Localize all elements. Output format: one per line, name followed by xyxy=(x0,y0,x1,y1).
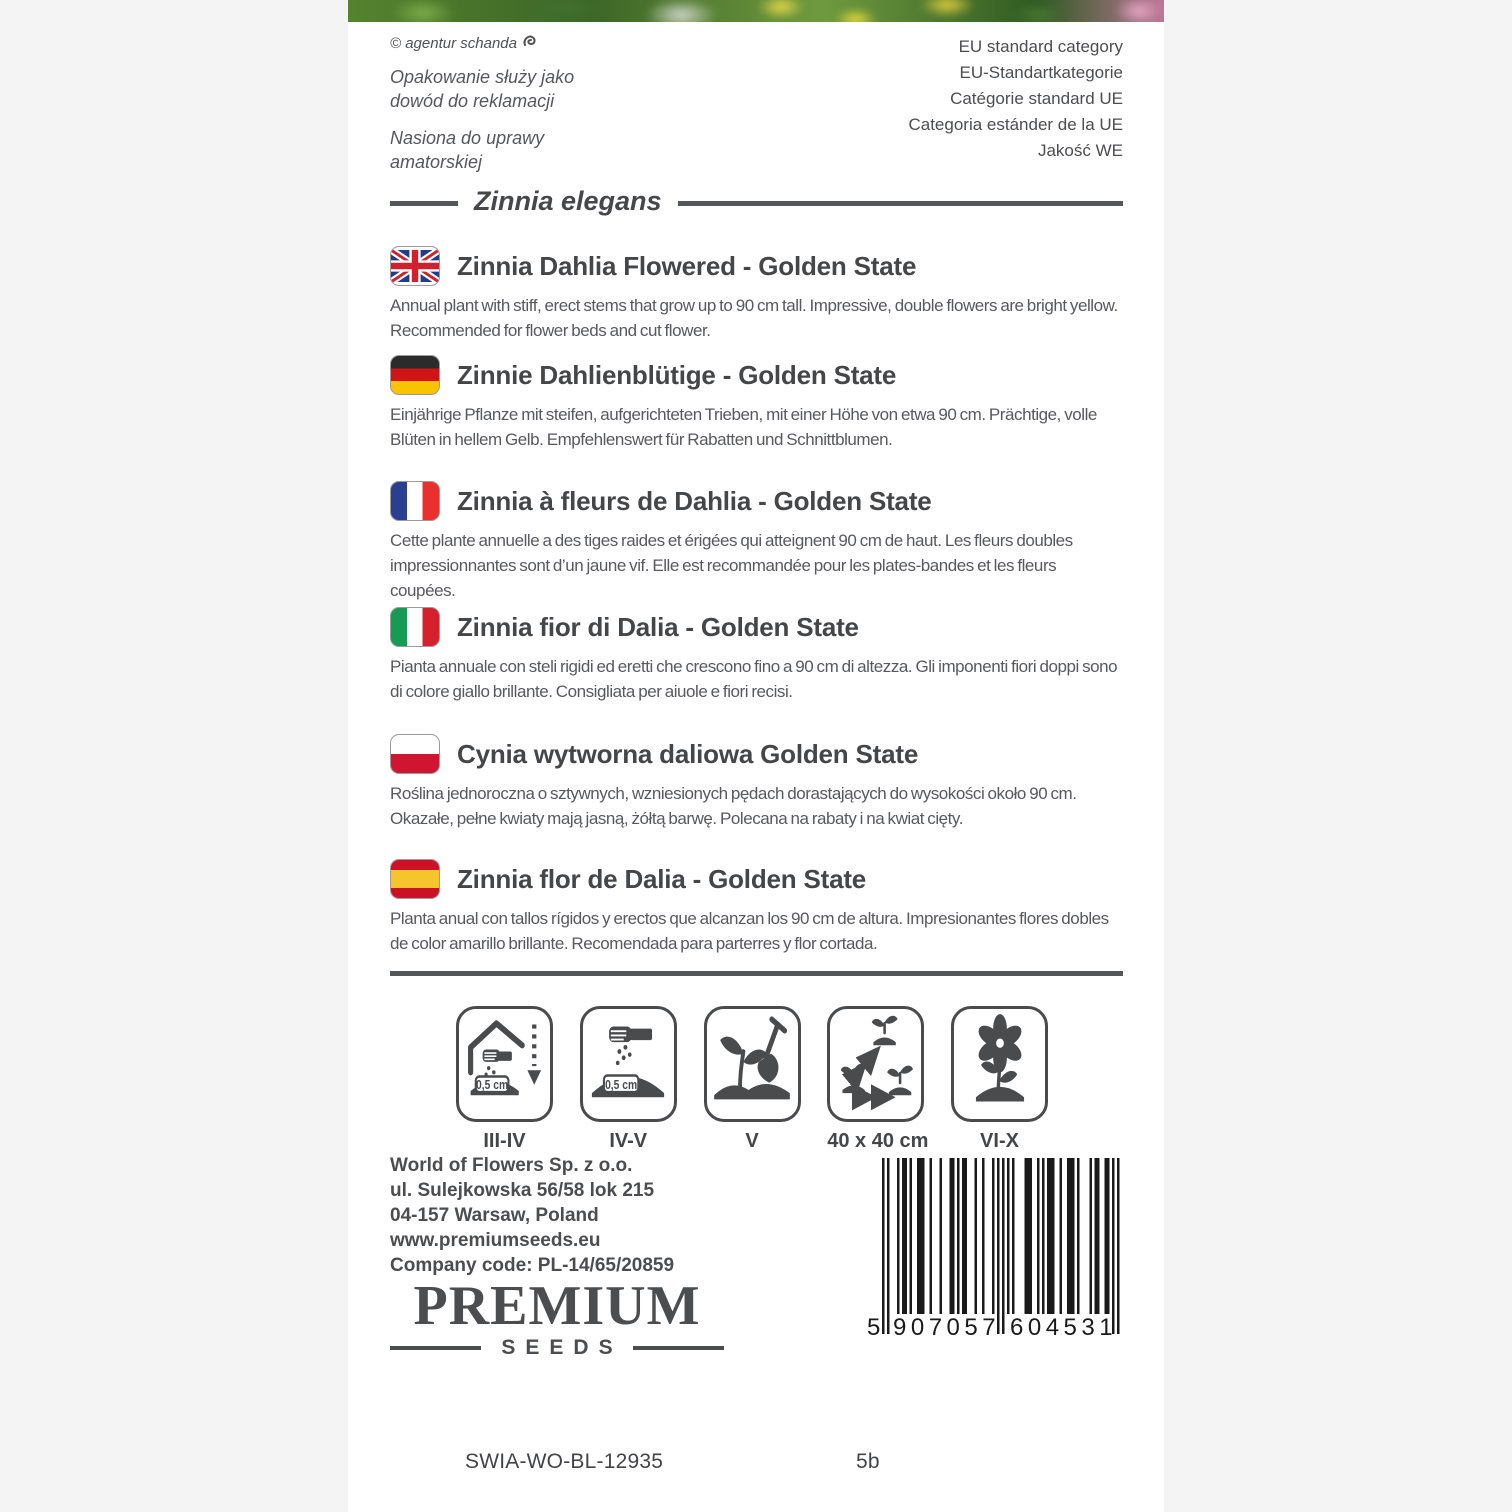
sowing-depth-text: 0,5 cm xyxy=(605,1079,638,1093)
company-city: 04-157 Warsaw, Poland xyxy=(390,1205,599,1226)
section-head xyxy=(390,734,1123,774)
icon-cell-flowering-period xyxy=(951,1006,1048,1153)
premium-seeds-logo xyxy=(390,1275,724,1360)
section-head xyxy=(390,607,1123,647)
company-block xyxy=(390,1153,674,1278)
flowering-period-icon xyxy=(951,1006,1048,1122)
eu-category-en: EU standard category xyxy=(958,37,1123,56)
section-french xyxy=(390,481,1123,603)
barcode-digits xyxy=(866,1310,1124,1344)
section-body: Pianta annuale con steli rigidi ed eretti che crescono fino a 90 cm di altezza. Gli imponenti fiori doppi sono di colore giallo brillante. Consigliata per aiuole e fiori recisi. xyxy=(390,657,1118,701)
barcode-digits-right: 604531 xyxy=(1010,1314,1118,1341)
brand-subtitle-row xyxy=(390,1336,724,1360)
species-rule-right xyxy=(678,201,1123,206)
section-body: Planta anual con tallos rígidos y erectos que alcanzan los 90 cm de altura. Impresionantes flores dobles de color amarillo brillante. Recomendada para parterres y flor cortada. xyxy=(390,909,1109,953)
packet-variant-code: 5b xyxy=(856,1450,880,1473)
section-title: Zinnia fior di Dalia - Golden State xyxy=(457,611,859,642)
section-polish xyxy=(390,734,1123,831)
agentur-schanda-logo-icon xyxy=(523,34,539,52)
packaging-claims xyxy=(390,65,574,174)
section-title: Zinnia Dahlia Flowered - Golden State xyxy=(457,250,917,281)
planting-out-icon xyxy=(704,1006,801,1122)
icon-cell-sowing-under-cover xyxy=(456,1006,553,1153)
italy-flag-icon xyxy=(390,607,440,647)
plant-spacing-icon xyxy=(827,1006,924,1122)
section-body: Roślina jednoroczna o sztywnych, wzniesionych pędach dorastających do wysokości około 90 cm. Okazałe, pełne kwiaty mają jasną, żółtą barwę. Polecana na rabaty i na kwiat cięty. xyxy=(390,784,1077,828)
barcode-digits-left: 907057 xyxy=(893,1314,1001,1341)
icon-cell-plant-spacing xyxy=(827,1006,929,1153)
packet-panel xyxy=(348,0,1164,1512)
section-italian xyxy=(390,607,1123,704)
section-head xyxy=(390,246,1123,286)
sowing-depth-text: 0,5 cm xyxy=(475,1079,508,1093)
claim-amateur-growing: Nasiona do uprawy amatorskiej xyxy=(390,128,545,172)
sowing-under-cover-icon xyxy=(456,1006,553,1122)
section-head xyxy=(390,859,1123,899)
brand-subtitle: SEEDS xyxy=(501,1336,623,1359)
poland-flag-icon xyxy=(390,734,440,774)
company-code: Company code: PL-14/65/20859 xyxy=(390,1255,675,1276)
eu-category-pl: Jakość WE xyxy=(1037,141,1123,160)
top-left-column xyxy=(390,34,574,174)
top-info xyxy=(390,34,1123,174)
icon-label-flowering-period: VI-X xyxy=(980,1130,1019,1152)
species-header xyxy=(390,186,1123,220)
brand-rule-left xyxy=(390,1346,481,1350)
eu-category-block xyxy=(908,34,1123,174)
icon-label-plant-spacing: 40 x 40 cm xyxy=(827,1130,929,1152)
species-rule-left xyxy=(390,201,458,206)
section-title: Zinnia à fleurs de Dahlia - Golden State xyxy=(457,485,932,516)
icon-label-sowing-outdoors: IV-V xyxy=(609,1130,648,1152)
eu-category-de: EU-Standartkategorie xyxy=(959,63,1123,82)
company-website: www.premiumseeds.eu xyxy=(390,1230,601,1251)
section-title: Zinnia flor de Dalia - Golden State xyxy=(457,863,867,894)
claim-proof-of-purchase: Opakowanie służy jako dowód do reklamacji xyxy=(390,67,575,111)
ean-barcode xyxy=(866,1158,1124,1354)
eu-category-fr: Catégorie standard UE xyxy=(950,89,1123,108)
section-body: Annual plant with stiff, erect stems that grow up to 90 cm tall. Impressive, double flowers are bright yellow. Recommended for flower beds and cut flower. xyxy=(390,296,1118,340)
section-divider-rule xyxy=(390,971,1123,976)
flower-photo-strip xyxy=(348,0,1164,22)
section-spanish xyxy=(390,859,1123,956)
company-street: ul. Sulejkowska 56/58 lok 215 xyxy=(390,1180,655,1201)
copyright-row xyxy=(390,34,574,52)
icon-cell-sowing-outdoors xyxy=(580,1006,677,1153)
flower-photo-blur xyxy=(348,0,1164,22)
brand-rule-right xyxy=(633,1346,724,1350)
germany-flag-icon xyxy=(390,355,440,395)
france-flag-icon xyxy=(390,481,440,521)
spain-flag-icon xyxy=(390,859,440,899)
copyright-text: © agentur schanda xyxy=(390,34,517,52)
section-english xyxy=(390,246,1123,343)
sowing-icons-row xyxy=(456,1006,1048,1153)
section-head xyxy=(390,355,1123,395)
eu-category-es: Categoria estánder de la UE xyxy=(908,115,1123,134)
section-german xyxy=(390,355,1123,452)
section-title: Zinnie Dahlienblütige - Golden State xyxy=(457,359,897,390)
icon-label-planting-out: V xyxy=(745,1130,759,1152)
section-head xyxy=(390,481,1123,521)
batch-code: SWIA-WO-BL-12935 xyxy=(465,1450,664,1473)
species-name: Zinnia elegans xyxy=(474,186,662,216)
brand-name: PREMIUM xyxy=(413,1275,701,1337)
section-title: Cynia wytworna daliowa Golden State xyxy=(457,738,919,769)
icon-label-sowing-under-cover: III-IV xyxy=(483,1130,526,1152)
company-name: World of Flowers Sp. z o.o. xyxy=(390,1155,633,1176)
section-body: Einjährige Pflanze mit steifen, aufgerichteten Trieben, mit einer Höhe von etwa 90 cm. Prächtige, volle Blüten in hellem Gelb. Empfehlenswert für Rabatten und Schnittblumen. xyxy=(390,405,1097,449)
icon-cell-planting-out xyxy=(704,1006,801,1153)
sowing-outdoors-icon xyxy=(580,1006,677,1122)
uk-flag-icon xyxy=(390,246,440,286)
section-body: Cette plante annuelle a des tiges raides et érigées qui atteignent 90 cm de haut. Les fleurs doubles impressionnantes sont d’un jaune vif. Elle est recommandée pour les plates-bandes et les fleurs coupées. xyxy=(390,531,1073,600)
barcode-digit-first: 5 xyxy=(867,1314,881,1341)
